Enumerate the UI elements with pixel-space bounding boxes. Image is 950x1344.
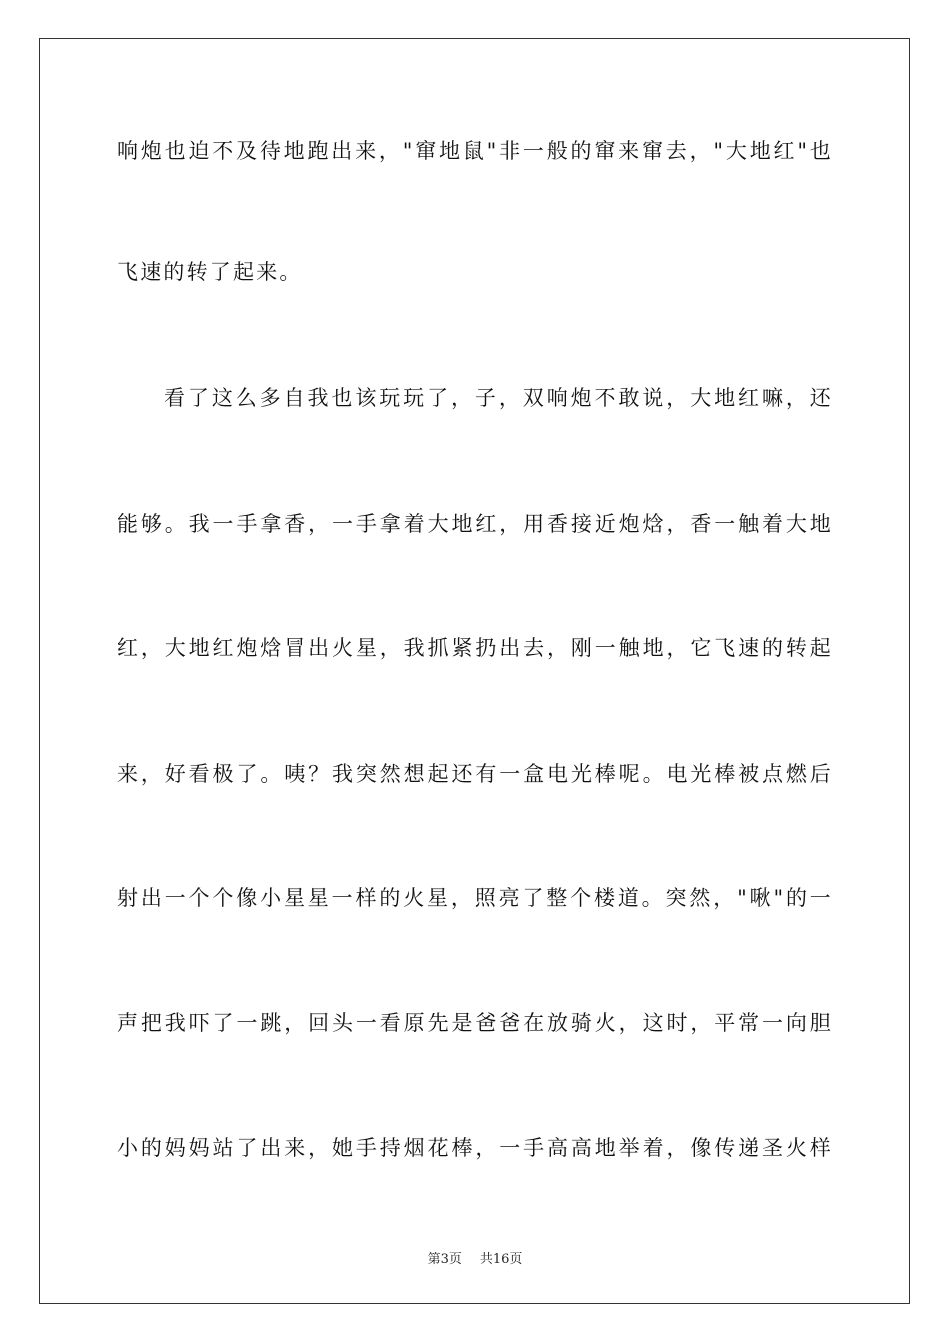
page-frame: [39, 38, 910, 1304]
page-total: 共16页: [479, 1252, 523, 1267]
text-line-4: 能够。我一手拿香，一手拿着大地红，用香接近炮焓，香一触着大地: [117, 512, 833, 536]
text-line-8: 声把我吓了一跳，回头一看原先是爸爸在放骑火，这时，平常一向胆: [117, 1011, 833, 1035]
page-number: 第3页: [427, 1252, 462, 1267]
text-line-6: 来，好看极了。咦？我突然想起还有一盒电光棒呢。电光棒被点燃后: [117, 762, 833, 786]
text-line-9: 小的妈妈站了出来，她手持烟花棒，一手高高地举着，像传递圣火样: [117, 1136, 833, 1160]
text-line-3: 看了这么多自我也该玩玩了，子，双响炮不敢说，大地红嘛，还: [164, 386, 833, 410]
text-line-5: 红，大地红炮焓冒出火星，我抓紧扔出去，刚一触地，它飞速的转起: [117, 636, 833, 660]
page-footer: [0, 1248, 950, 1267]
text-line-2: 飞速的转了起来。: [117, 260, 303, 284]
text-line-7: 射出一个个像小星星一样的火星，照亮了整个楼道。突然，"啾"的一: [117, 886, 833, 910]
text-line-1: 响炮也迫不及待地跑出来，"窜地鼠"非一般的窜来窜去，"大地红"也: [117, 139, 833, 163]
